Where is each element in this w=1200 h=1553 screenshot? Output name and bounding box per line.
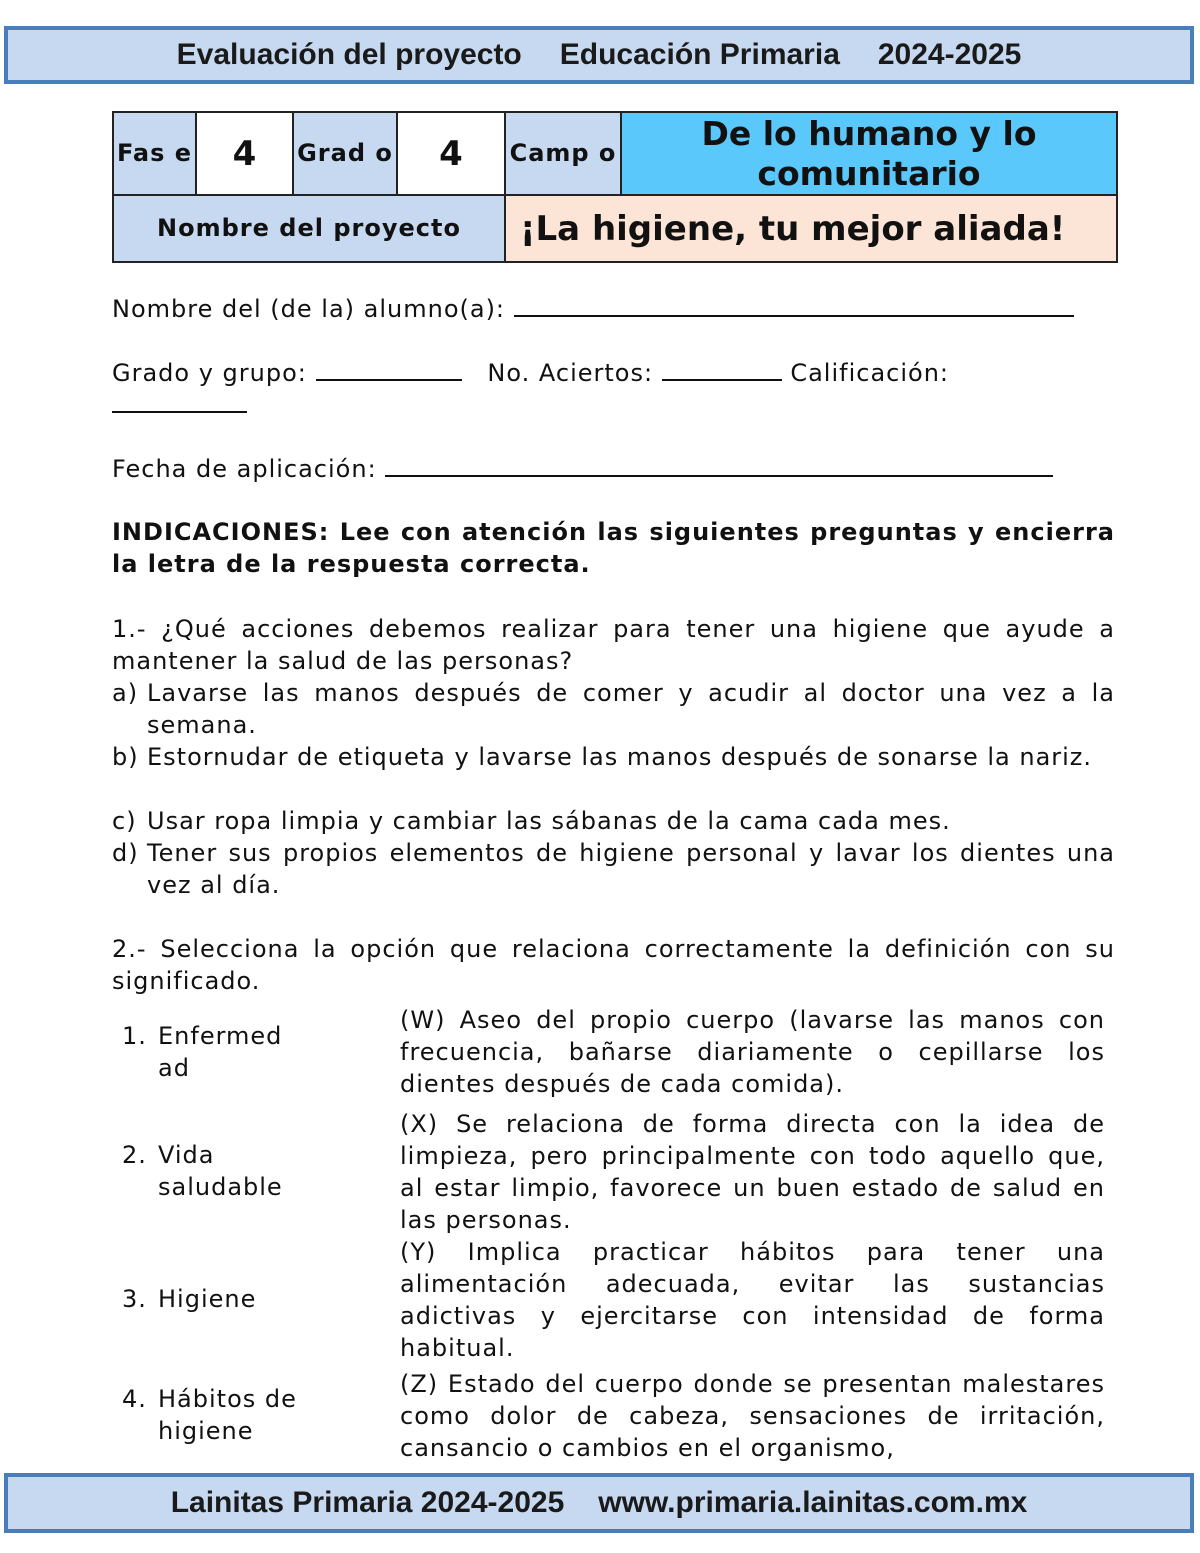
alumno-field: [112, 293, 1074, 325]
option-letter: d): [112, 839, 139, 867]
aciertos-label: No. Aciertos:: [487, 359, 654, 387]
option-d[interactable]: [112, 837, 1115, 901]
campo-value: De lo humano y lo comunitario: [621, 112, 1117, 195]
footer-url[interactable]: www.primaria.lainitas.com.mx: [598, 1486, 1028, 1519]
definition-y: (Y) Implica practicar hábitos para tener una alimentación adecuada, evitar las sustancias adictivas y ejercitarse con intensidad de forma habitual.: [400, 1238, 1105, 1362]
aciertos-blank[interactable]: [662, 359, 782, 381]
option-text: Estornudar de etiqueta y lavarse las manos después de sonarse la nariz.: [147, 743, 1093, 771]
fecha-field: [112, 453, 1053, 485]
term-text: Enfermed ad: [158, 1022, 283, 1082]
instructions: INDICACIONES: Lee con atención las siguientes preguntas y encierra la letra de la respuesta correcta.: [112, 518, 1115, 578]
header-level: Educación Primaria: [559, 38, 840, 71]
header-banner: [4, 26, 1194, 84]
footer-banner: [4, 1473, 1194, 1533]
grado-grupo-blank[interactable]: [316, 359, 462, 381]
option-letter: a): [112, 679, 139, 707]
grado-grupo-label: Grado y grupo:: [112, 359, 307, 387]
header-year: 2024-2025: [877, 38, 1022, 71]
alumno-blank[interactable]: [514, 295, 1074, 317]
fecha-blank[interactable]: [385, 455, 1053, 477]
option-text: Usar ropa limpia y cambiar las sábanas de la cama cada mes.: [147, 807, 951, 835]
option-letter: c): [112, 807, 137, 835]
alumno-label: Nombre del (de la) alumno(a):: [112, 295, 506, 323]
option-letter: b): [112, 743, 139, 771]
campo-label: Camp o: [505, 112, 621, 195]
option-text: Lavarse las manos después de comer y acudir al doctor una vez a la semana.: [147, 679, 1115, 739]
option-text: Tener sus propios elementos de higiene personal y lavar los dientes una vez al día.: [147, 839, 1115, 899]
header-title: Evaluación del proyecto: [176, 38, 522, 71]
fase-value: 4: [196, 112, 293, 195]
definition-x: (X) Se relaciona de forma directa con la idea de limpieza, pero principalmente con todo aquello que, al estar limpio, favorece un buen estado de salud en las personas.: [400, 1110, 1105, 1234]
proyecto-value: ¡La higiene, tu mejor aliada!: [505, 195, 1117, 262]
calificacion-blank[interactable]: [112, 391, 247, 413]
project-info-table: [112, 111, 1118, 263]
term-text: Hábitos de higiene: [158, 1385, 297, 1445]
term-text: Higiene: [158, 1285, 257, 1313]
proyecto-label: Nombre del proyecto: [113, 195, 505, 262]
footer-brand: Lainitas Primaria 2024-2025: [170, 1486, 565, 1519]
option-b[interactable]: [112, 741, 1115, 773]
grado-value: 4: [397, 112, 505, 195]
term-text: Vida saludable: [158, 1141, 283, 1201]
question-2: 2.- Selecciona la opción que relaciona correctamente la definición con su significado.: [112, 935, 1115, 995]
option-a[interactable]: [112, 677, 1115, 741]
definition-w: (W) Aseo del propio cuerpo (lavarse las manos con frecuencia, bañarse diariamente o cepillarse los dientes después de cada comida).: [400, 1006, 1105, 1098]
question-1: 1.- ¿Qué acciones debemos realizar para tener una higiene que ayude a mantener la salud de las personas?: [112, 615, 1115, 675]
calificacion-field: [112, 389, 247, 421]
option-c[interactable]: [112, 805, 1115, 837]
fase-label: Fas e: [113, 112, 196, 195]
definition-z: (Z) Estado del cuerpo donde se presentan malestares como dolor de cabeza, sensaciones de irritación, cansancio o cambios en el organismo,: [400, 1370, 1105, 1462]
grado-label: Grad o: [293, 112, 397, 195]
grado-grupo-field: [112, 357, 949, 389]
fecha-label: Fecha de aplicación:: [112, 455, 377, 483]
calificacion-label: Calificación:: [790, 359, 950, 387]
